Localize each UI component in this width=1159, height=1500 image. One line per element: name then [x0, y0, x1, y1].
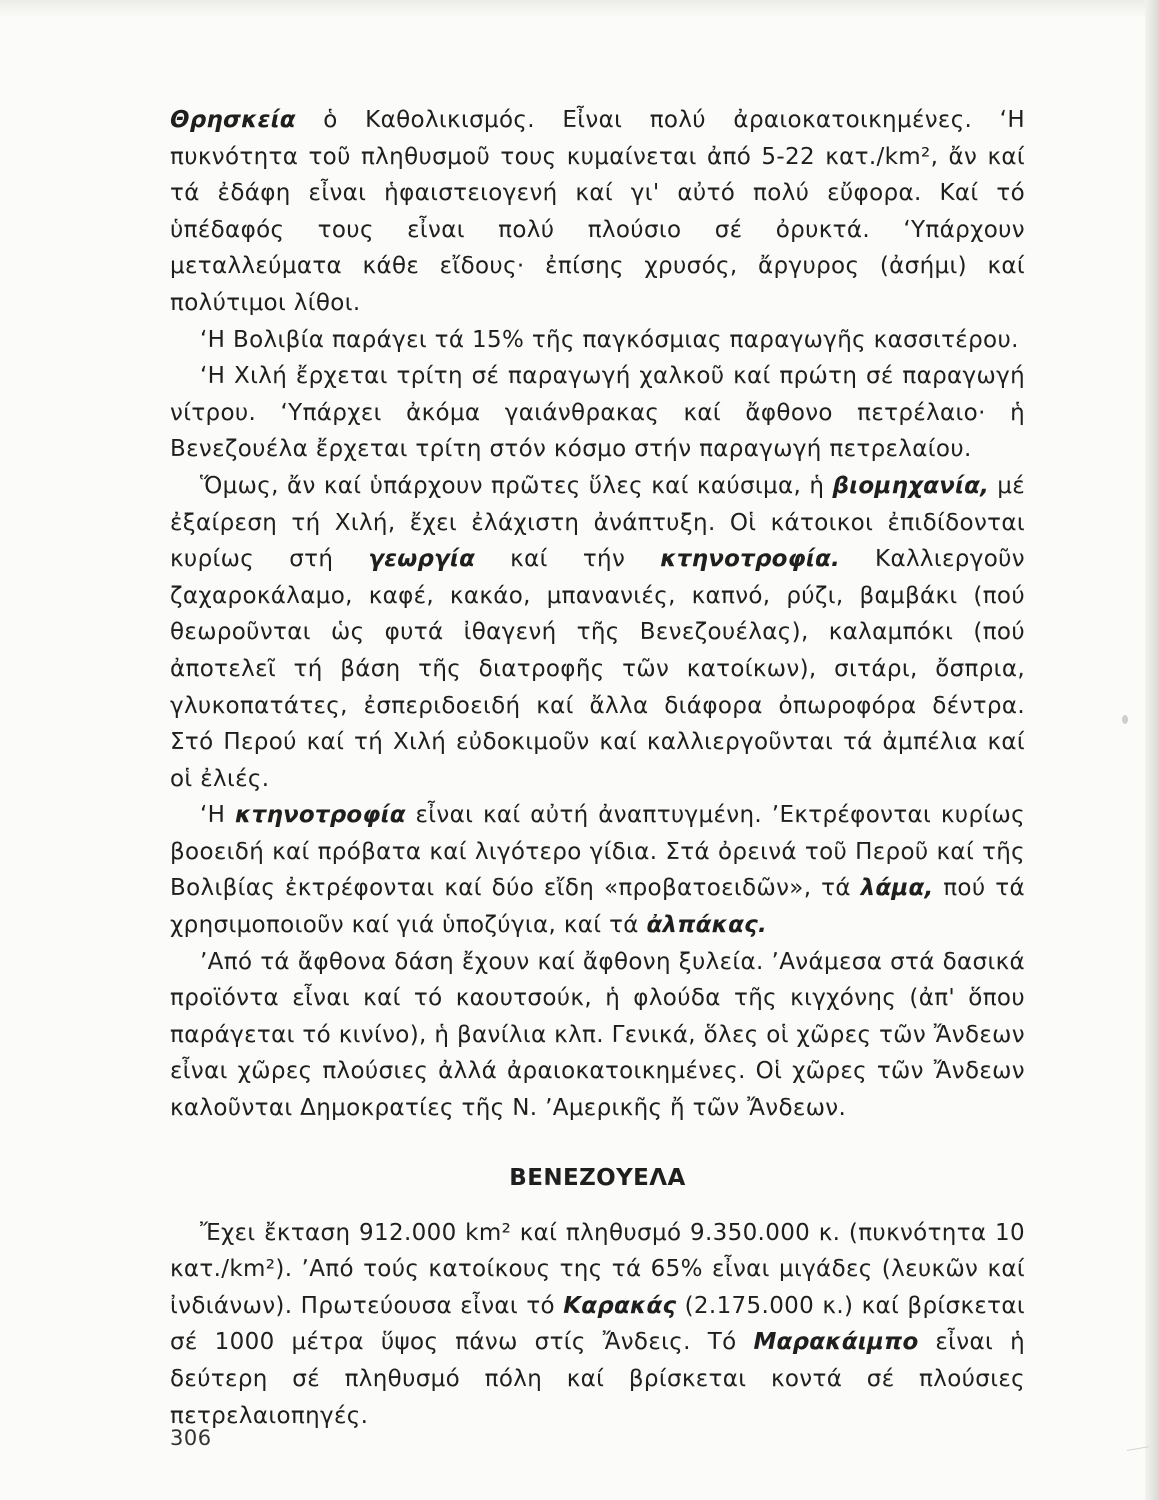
paragraph-text: εἶναι ἡ δεύτερη σέ πληθυσμό πόλη καί βρίσκεται κοντά σέ πλούσιες πετρελαιοπηγές. — [170, 1329, 1025, 1429]
scan-shadow-top — [0, 0, 1159, 18]
term-llama: λάμα, — [860, 875, 934, 902]
paragraph-text: πού τά χρησιμοποιοῦν καί γιά ὑποζύγια, καί τά — [170, 875, 1025, 939]
paragraph-text: Καλλιεργοῦν ζαχαροκάλαμο, καφέ, κακάο, μπανανιές, καπνό, ρύζι, βαμβάκι (πού θεωροῦνται ὡς φυτά ἰθαγενή τῆς Βενεζουέλας), καλαμπόκι (πού ἀποτελεῖ τή βάση τῆς διατροφῆς τῶν κατοίκων), σιτάρι, ὄσπρια, γλυκοπατάτες, ἐσπεριδοειδή καί ἄλλα διάφορα ὀπωροφόρα δέντρα. Στό Περού καί τή Χιλή εὐδοκιμοῦν καί καλλιεργοῦνται τά ἀμπέλια καί οἱ ἐλιές. — [170, 546, 1025, 792]
term-industry: βιομηχανία, — [832, 472, 990, 499]
paragraph-livestock — [170, 797, 1025, 943]
term-agriculture: γεωργία — [368, 546, 476, 573]
term-alpaca: ἀλπάκας. — [646, 912, 767, 939]
paragraph-text: εἶναι καί αὐτή ἀναπτυγμένη. ʼΕκτρέφονται κυρίως βοοειδή καί πρόβατα καί λιγότερο γίδια. Στά ὀρεινά τοῦ Περοῦ καί τῆς Βολιβίας ἐκτρέφονται καί δύο εἴδη «προβατοειδῶν», τά — [170, 802, 1025, 902]
page-body — [170, 102, 1025, 1434]
paragraph-text: ὁ Καθολικισμός. Εἶναι πολύ ἀραιοκατοικημένες. ʻΗ πυκνότητα τοῦ πληθυσμοῦ τους κυμαίνεται ἀπό 5-22 κατ./km², ἄν καί τά ἐδάφη εἶναι ἡφαιστειογενή καί γι' αὐτό πολύ εὔφορα. Καί τό ὑπέδαφός τους εἶναι πολύ πλούσιο σέ ὀρυκτά. ʻΥπάρχουν μεταλλεύματα κάθε εἴδους· ἐπίσης χρυσός, ἄργυρος (ἀσήμι) καί πολύτιμοι λίθοι. — [170, 107, 1025, 316]
term-caracas: Καρακάς — [563, 1292, 677, 1319]
paragraph-text: ʻΗ — [200, 802, 236, 829]
paragraph-text: μέ ἐξαίρεση τή Χιλή, ἔχει ἐλάχιστη ἀνάπτυξη. Οἱ κάτοικοι ἐπιδίδονται κυρίως στή — [170, 472, 1025, 573]
term-maracaibo: Μαρακάιμπο — [753, 1329, 919, 1356]
paragraph-forests: ʼΑπό τά ἄφθονα δάση ἔχουν καί ἄφθονη ξυλεία. ʼΑνάμεσα στά δασικά προϊόντα εἶναι καί τό καουτσούκ, ἡ φλούδα τῆς κιγχόνης (ἀπ' ὅπου παράγεται τό κινίνο), ἡ βανίλια κλπ. Γενικά, ὅλες οἱ χῶρες τῶν Ἄνδεων εἶναι χῶρες πλούσιες ἀλλά ἀραιοκατοικημένες. Οἱ χῶρες τῶν Ἄνδεων καλοῦνται Δημοκρατίες τῆς Ν. ʼΑμερικῆς ἤ τῶν Ἄνδεων. — [170, 948, 1025, 1122]
page-number: 306 — [170, 1426, 212, 1450]
paragraph-venezuela — [170, 1215, 1025, 1435]
scan-shadow-edge — [1145, 0, 1159, 1500]
paragraph-text: (2.175.000 κ.) καί βρίσκεται σέ 1000 μέτρα ὕψος πάνω στίς Ἄνδεις. Τό — [170, 1292, 1025, 1356]
paragraph-industry-agriculture — [170, 468, 1025, 797]
paragraph-religion-density — [170, 102, 1025, 322]
term-livestock: κτηνοτροφία. — [660, 546, 840, 573]
paper-speck — [1122, 715, 1128, 724]
paragraph-chile-copper: ʻΗ Χιλή ἔρχεται τρίτη σέ παραγωγή χαλκοῦ καί πρώτη σέ παραγωγή νίτρου. ʻΥπάρχει ἀκόμα γαιάνθρακας καί ἄφθονο πετρέλαιο· ἡ Βενεζουέλα ἔρχεται τρίτη στόν κόσμο στήν παραγωγή πετρελαίου. — [170, 363, 1025, 463]
term-religion: Θρησκεία — [170, 107, 296, 133]
section-heading-venezuela: ΒΕΝΕΖΟΥΕΛΑ — [509, 1164, 686, 1191]
term-livestock: κτηνοτροφία — [235, 802, 406, 829]
paragraph-bolivia-tin: ʻΗ Βολιβία παράγει τά 15% τῆς παγκόσμιας παραγωγῆς κασσιτέρου. — [200, 326, 1019, 353]
paragraph-text: Ὅμως, ἄν καί ὑπάρχουν πρῶτες ὕλες καί καύσιμα, ἡ — [200, 472, 833, 499]
paragraph-text: Ἔχει ἔκταση 912.000 km² καί πληθυσμό 9.350.000 κ. (πυκνότητα 10 κατ./km²). ʼΑπό τούς κατοίκους της τά 65% εἶναι μιγάδες (λευκῶν καί ἰνδιάνων). Πρωτεύουσα εἶναι τό — [170, 1219, 1025, 1319]
paragraph-text: καί τήν — [475, 546, 661, 573]
